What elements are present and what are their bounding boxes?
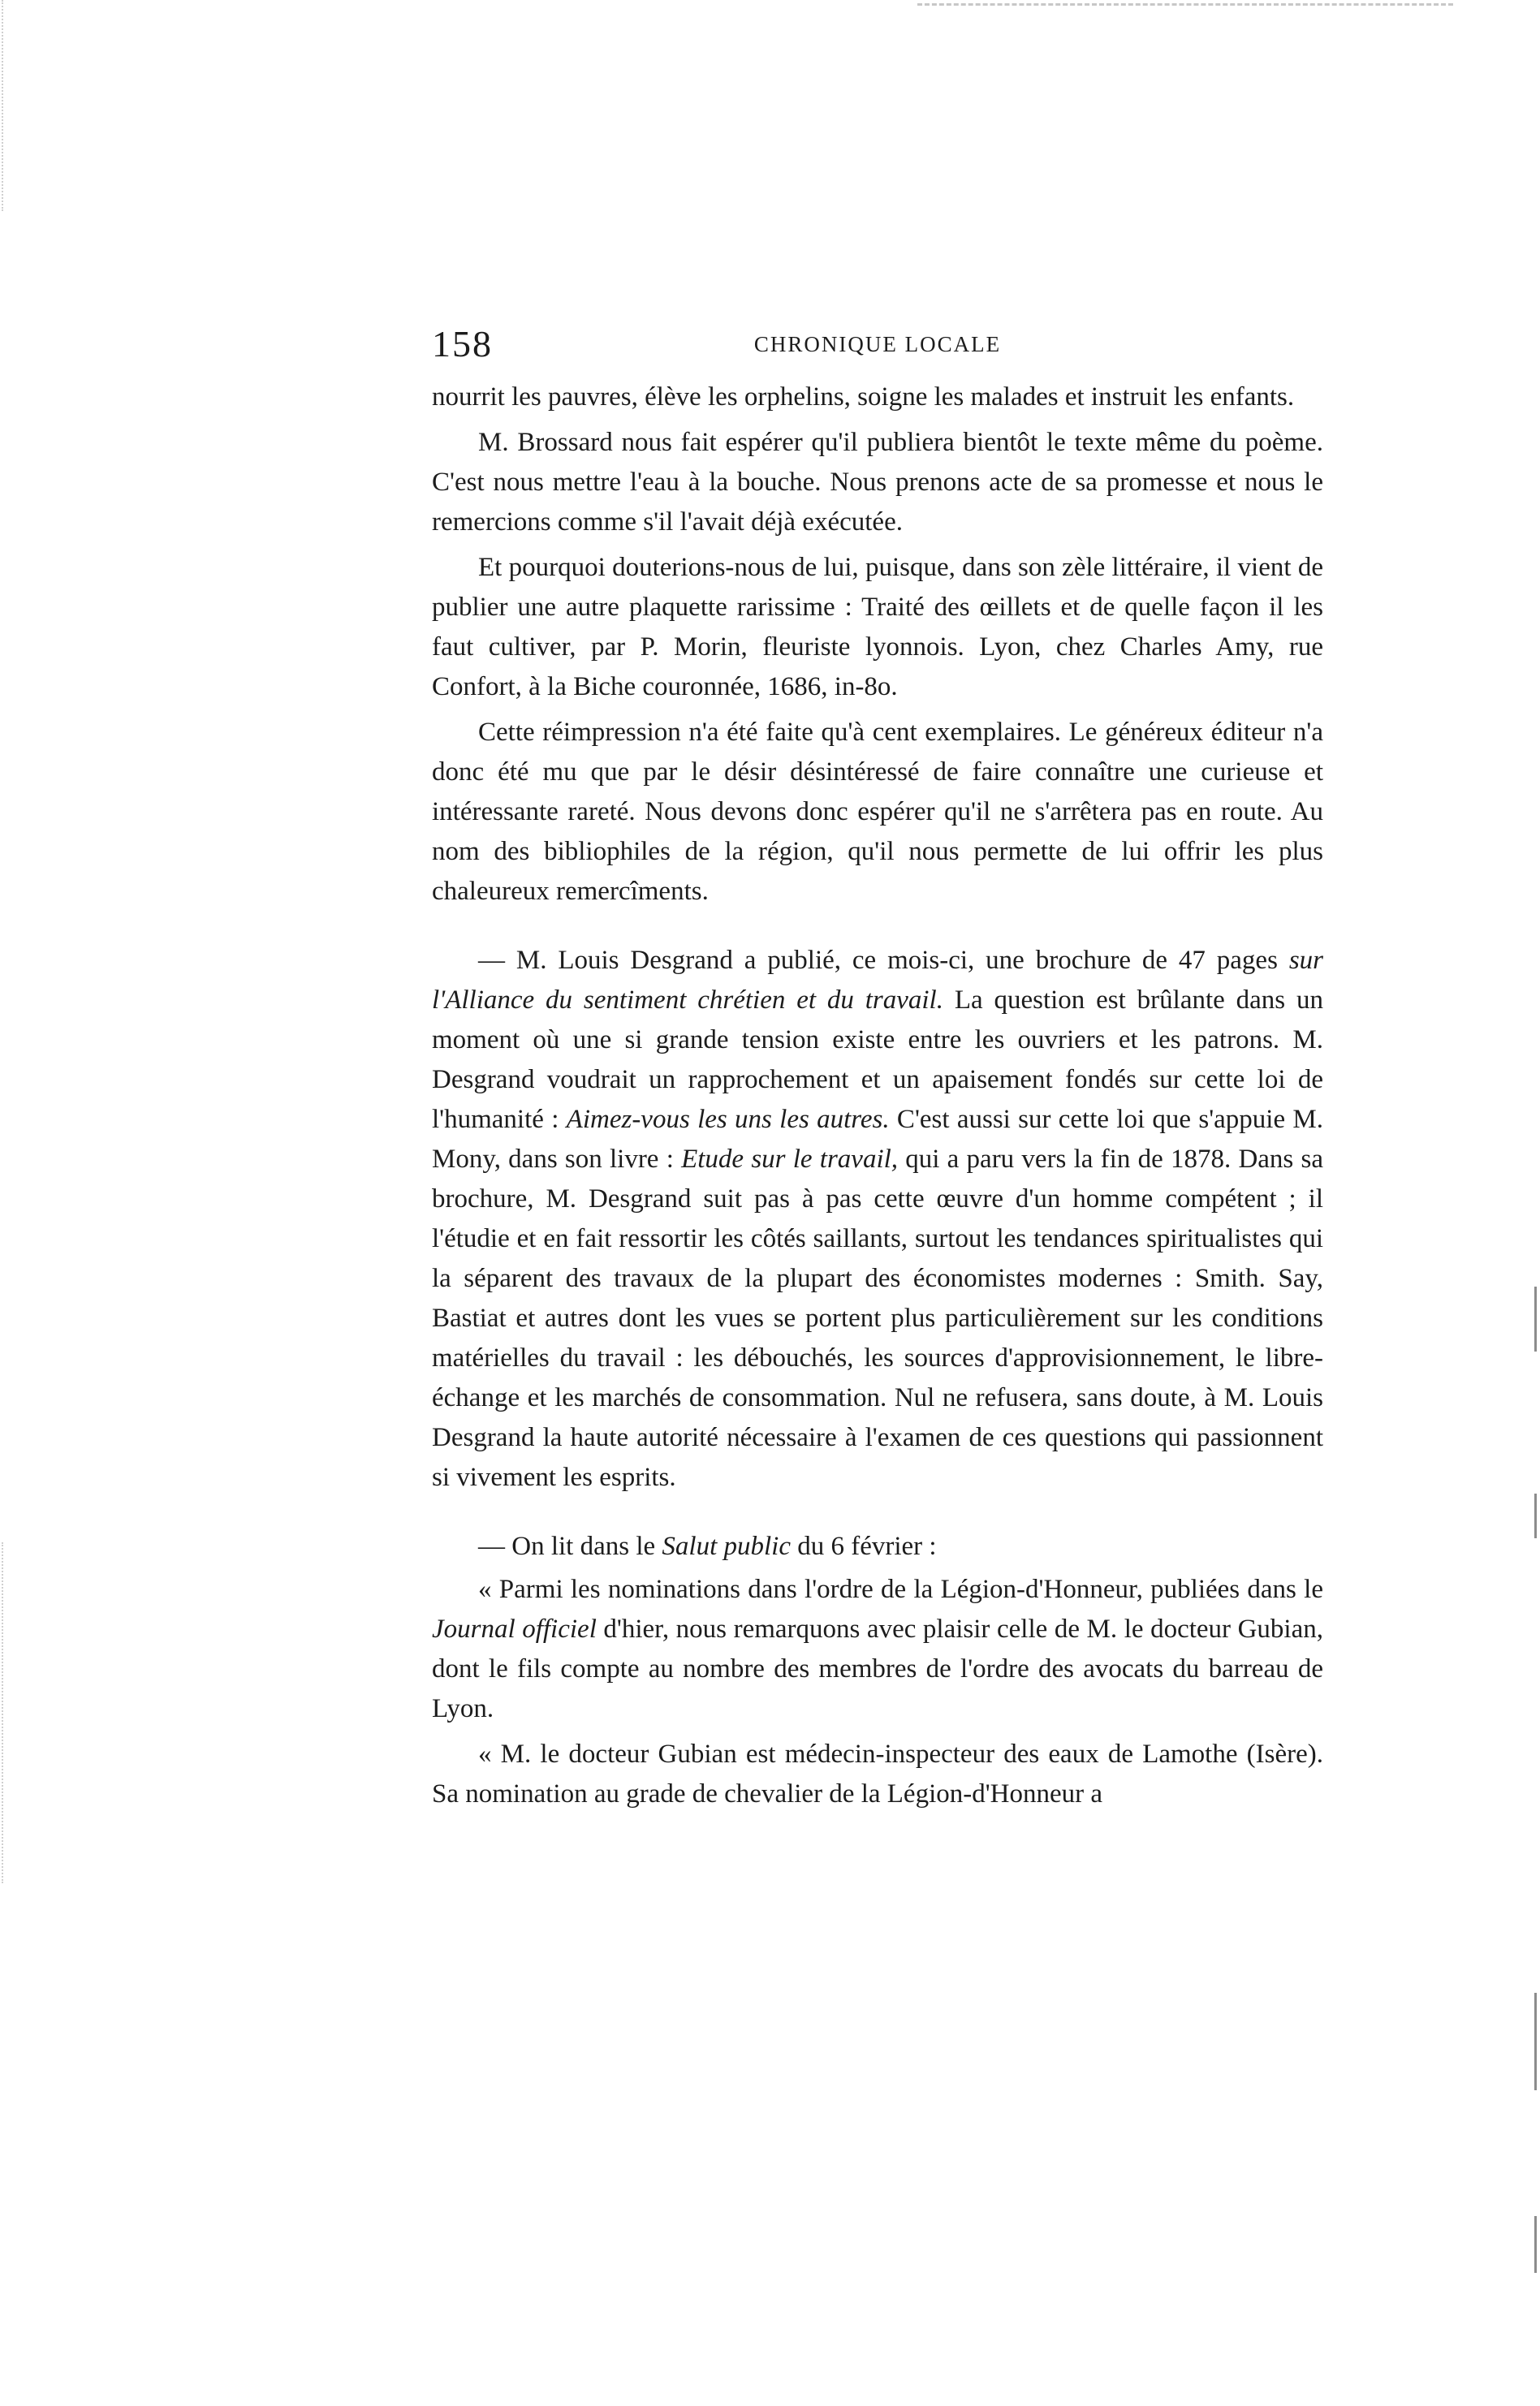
paragraph-desgrand: [432, 941, 1323, 1498]
paragraph-nominations: [432, 1570, 1323, 1729]
scan-artifact-right: [1534, 2216, 1537, 2273]
paragraph-traite-des-oeillets: Et pourquoi douterions-nous de lui, puisque, dans son zèle littéraire, il vient de publier une autre plaquette rarissime : Traité des œillets et de quelle façon il les faut cultiver, par P. Morin, fleuriste lyonnois. Lyon, chez Charles Amy, rue Confort, à la Biche couronnée, 1686, in-8o.: [432, 553, 1323, 701]
scan-artifact-right: [1534, 1494, 1537, 1538]
body-text: [432, 377, 1323, 1814]
text-run: d'hier, nous remarquons avec plaisir celle de M. le docteur Gubian, dont le fils compte au nombre des membres de l'ordre des avocats du barreau de Lyon.: [432, 1615, 1323, 1723]
text-run: — On lit dans le: [478, 1532, 662, 1561]
text-run: « Parmi les nominations dans l'ordre de la Légion-d'Honneur, publiées dans le: [478, 1575, 1323, 1604]
paragraph-continuation: nourrit les pauvres, élève les orphelins, soigne les malades et instruit les enfants.: [432, 382, 1295, 412]
text-run: C'est aussi sur cette loi que s'appuie M. Mony, dans son livre :: [432, 1105, 1323, 1174]
scan-artifact-right: [1534, 1287, 1537, 1352]
italic-title-journal-officiel: Journal officiel: [432, 1615, 597, 1644]
italic-title-etude: Etude sur le travail,: [681, 1145, 899, 1174]
page-number: 158: [432, 323, 493, 364]
italic-title-alliance: sur l'Alliance du sentiment chrétien et du travail.: [432, 946, 1323, 1015]
running-head: CHRONIQUE LOCALE: [753, 332, 1002, 356]
text-run: du 6 février :: [790, 1532, 937, 1561]
text-run: qui a paru vers la fin de 1878. Dans sa brochure, M. Desgrand suit pas à pas cette œuvre d'un homme compétent ; il l'étudie et en fait ressortir les côtés saillants, surtout les tendances spiritualistes qui la séparent des travaux de la plupart des économistes modernes : Smith. Say, Bastiat et autres dont les vues se portent plus particulièrement sur les conditions matérielles du travail : les débouchés, les sources d'approvisionnement, le libre-échange et les marchés de consommation. Nul ne refusera, sans doute, à M. Louis Desgrand la haute autorité nécessaire à l'examen de ces questions qui passionnent si vivement les esprits.: [432, 1145, 1323, 1492]
scan-artifact-right: [1534, 1993, 1537, 2090]
paragraph-salut-public: [432, 1527, 1323, 1567]
paragraph-gubian: « M. le docteur Gubian est médecin-inspecteur des eaux de Lamothe (Isère). Sa nomination au grade de chevalier de la Légion-d'Honneur a: [432, 1740, 1323, 1809]
paragraph-reimpression: Cette réimpression n'a été faite qu'à cent exemplaires. Le généreux éditeur n'a donc été mu que par le désir désintéressé de faire connaître une curieuse et intéressante rareté. Nous devons donc espérer qu'il ne s'arrêtera pas en route. Au nom des bibliophiles de la région, qu'il nous permette de lui offrir les plus chaleureux remercîments.: [432, 718, 1323, 906]
italic-title-salut-public: Salut public: [662, 1532, 791, 1561]
text-run: La question est brûlante dans un moment où une si grande tension existe entre les ouvriers et les patrons. M. Desgrand voudrait un rapprochement et un apaisement fondés sur cette loi de l'humanité :: [432, 985, 1323, 1134]
paragraph-brossard: M. Brossard nous fait espérer qu'il publiera bientôt le texte même du poème. C'est nous mettre l'eau à la bouche. Nous prenons acte de sa promesse et nous le remercions comme s'il l'avait déjà exécutée.: [432, 428, 1323, 537]
scan-artifact-top: [917, 3, 1453, 6]
page-header: [432, 318, 1323, 370]
text-run: — M. Louis Desgrand a publié, ce mois-ci, une brochure de 47 pages: [478, 946, 1289, 975]
scan-artifact-left: [2, 0, 3, 211]
scan-artifact-left-lower: [2, 1542, 3, 1883]
italic-quote-aimez-vous: Aimez-vous les uns les autres.: [566, 1105, 890, 1134]
